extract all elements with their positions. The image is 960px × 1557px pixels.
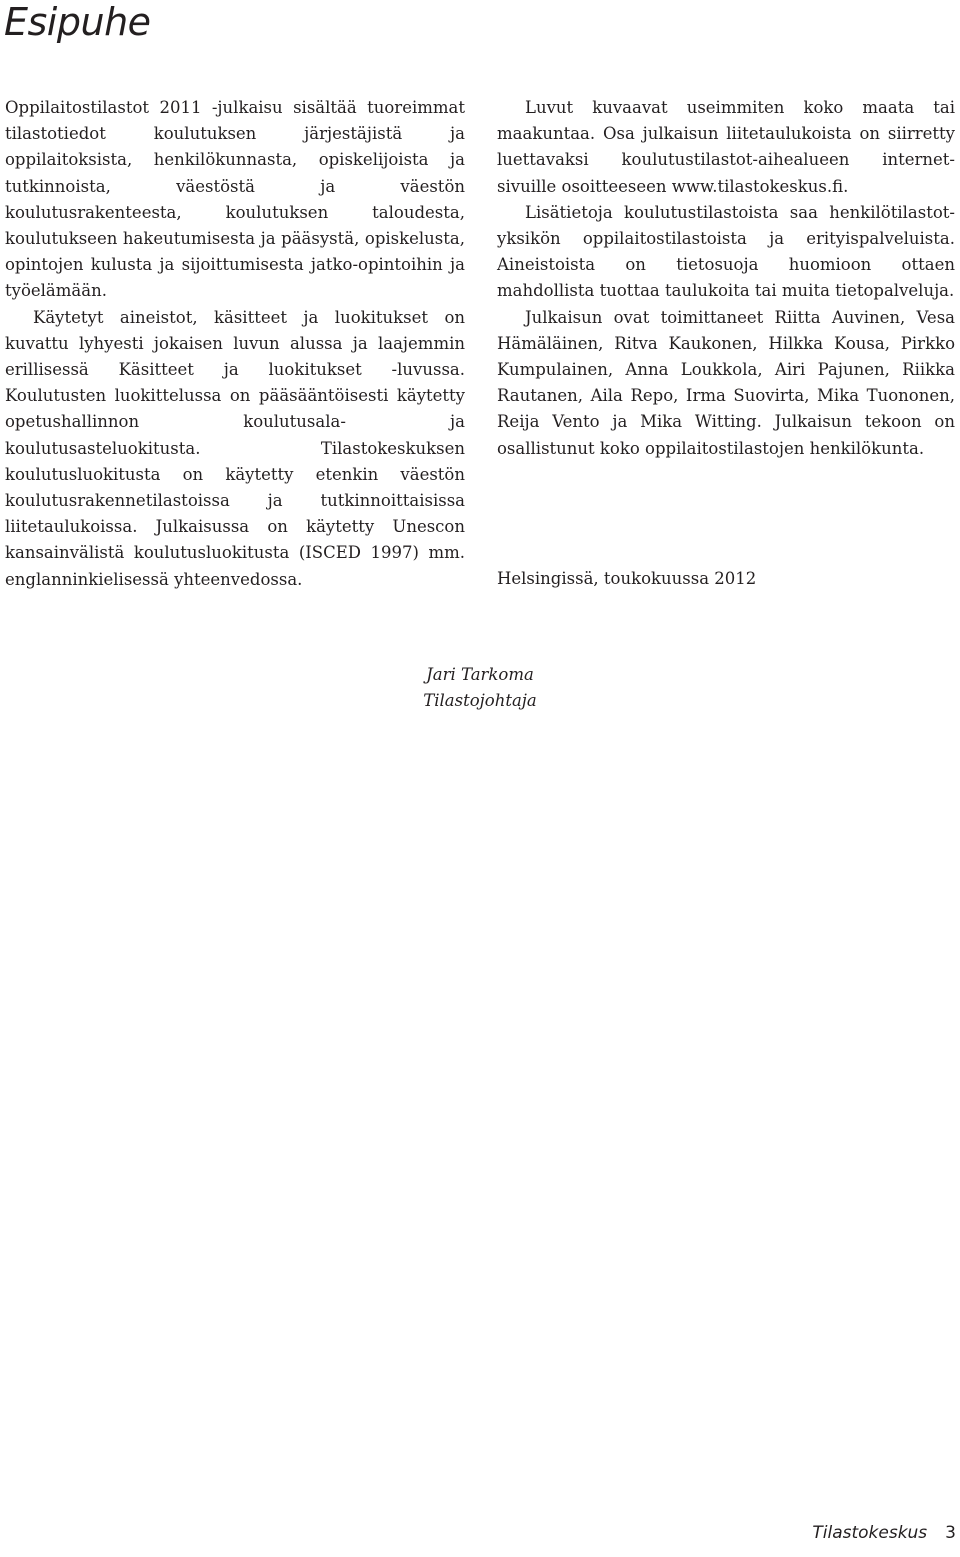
intro-paragraph: Oppilaitostilastot 2011 -julkaisu sisältää tuoreimmat tilastotiedot koulutuksen järjestäjistä ja oppilaitoksista, henkilökunnasta, opiskelijoista ja tutkinnoista, väestöstä ja väestön koulutusrakenteesta, koulutuksen taloudesta, koulutukseen hakeutumisesta ja pääsystä, opiskelusta, opintojen kulusta ja sijoittumisesta jatko-opintoihin ja työelämään. xyxy=(5,98,465,301)
footer-publisher: Tilastokeskus xyxy=(812,1523,928,1543)
page-number: 3 xyxy=(945,1523,956,1543)
signature-role: Tilastojohtaja xyxy=(423,691,537,710)
signature-name: Jari Tarkoma xyxy=(426,665,534,684)
signature-block xyxy=(0,662,960,714)
methods-paragraph: Käytetyt aineistot, käsitteet ja luokitukset on kuvattu lyhyesti jokaisen luvun alussa ja laajemmin erillisessä Käsitteet ja luokitukset -luvussa. Koulutusten luokittelussa on pääsääntöisesti käytetty opetushallinnon koulutusala- ja koulutusasteluokitusta. Tilastokeskuksen koulutusluokitusta on käytetty etenkin väestön koulutusrakennetilastoissa ja tutkinnoittaisissa liitetaulukoissa. Julkaisussa on käytetty Unescon kansainvälistä koulutusluokitusta (ISCED 1997) mm. englanninkielisessä yhteenvedossa. xyxy=(5,307,465,589)
coverage-paragraph: Luvut kuvaavat useimmiten koko maata tai maakuntaa. Osa julkaisun liitetaulukoista on siirretty luettavaksi koulutustilastot-aihealueen internet-sivuille osoitteeseen www.tilastokeskus.fi. xyxy=(497,98,955,196)
contact-paragraph: Lisätietoja koulutustilastoista saa henkilötilastot-yksikön oppilaitostilastoista ja erityispalveluista. Aineistoista on tietosuoja huomioon ottaen mahdollista tuottaa taulukoita tai muita tietopalveluja. xyxy=(497,202,955,301)
editors-paragraph: Julkaisun ovat toimittaneet Riitta Auvinen, Vesa Hämäläinen, Ritva Kaukonen, Hilkka Kousa, Pirkko Kumpulainen, Anna Loukkola, Airi Pajunen, Riikka Rautanen, Aila Repo, Irma Suovirta, Mika Tuononen, Reija Vento ja Mika Witting. Julkaisun tekoon on osallistunut koko oppilaitostilastojen henkilökunta. xyxy=(497,307,955,458)
left-column xyxy=(5,95,465,593)
page-title: Esipuhe xyxy=(4,0,151,44)
place-date: Helsingissä, toukokuussa 2012 xyxy=(497,569,757,588)
right-column xyxy=(497,95,955,462)
page-footer xyxy=(812,1521,956,1545)
